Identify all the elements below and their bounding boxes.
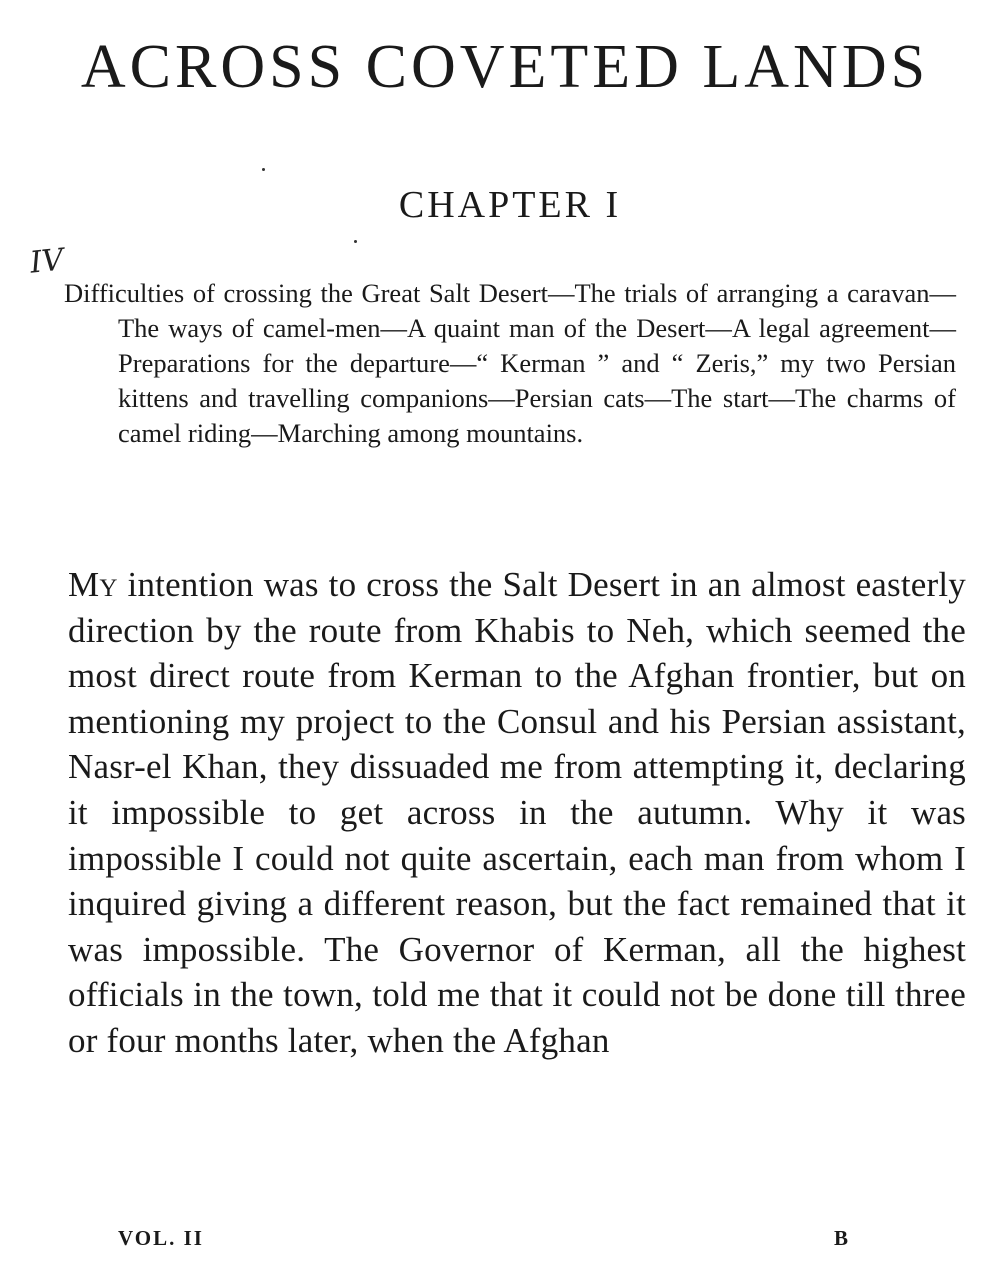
signature-mark: B (834, 1226, 849, 1250)
volume-label: VOL. II (118, 1226, 204, 1250)
body-text: intention was to cross the Salt Desert in an almost easterly direction by the route from Khabis to Neh, which seemed the most direct route from Kerman to the Afghan frontier, but on mentioning my project to the Consul and his Persian assistant, Nasr-el Khan, they dissuaded me from attempting it, declaring it impossible to get across in the autumn. Why it was impossible I could not quite ascertain, each man from whom I inquired giving a different reason, but the fact remained that it was impossible. The Governor of Kerman, all the highest officials in the town, told me that it could not be done till three or four months later, when the Afghan (68, 565, 966, 1060)
lead-word: My (68, 565, 118, 604)
chapter-heading: CHAPTER I (398, 184, 622, 226)
print-speck (262, 168, 265, 171)
body-paragraph (68, 562, 966, 1064)
print-speck (354, 240, 357, 243)
chapter-synopsis: Difficulties of crossing the Great Salt Desert—The trials of arranging a caravan—The ways of camel-men—A quaint man of the Desert—A legal agreement—Preparations for the departure—“ Kerman ” and “ Zeris,” my two Persian kittens and travelling companions—Persian cats—The start—The charms of camel riding—Marching among mountains. (64, 278, 956, 448)
book-title: ACROSS COVETED LANDS (80, 33, 930, 101)
handwritten-margin-note: IV (28, 242, 66, 281)
